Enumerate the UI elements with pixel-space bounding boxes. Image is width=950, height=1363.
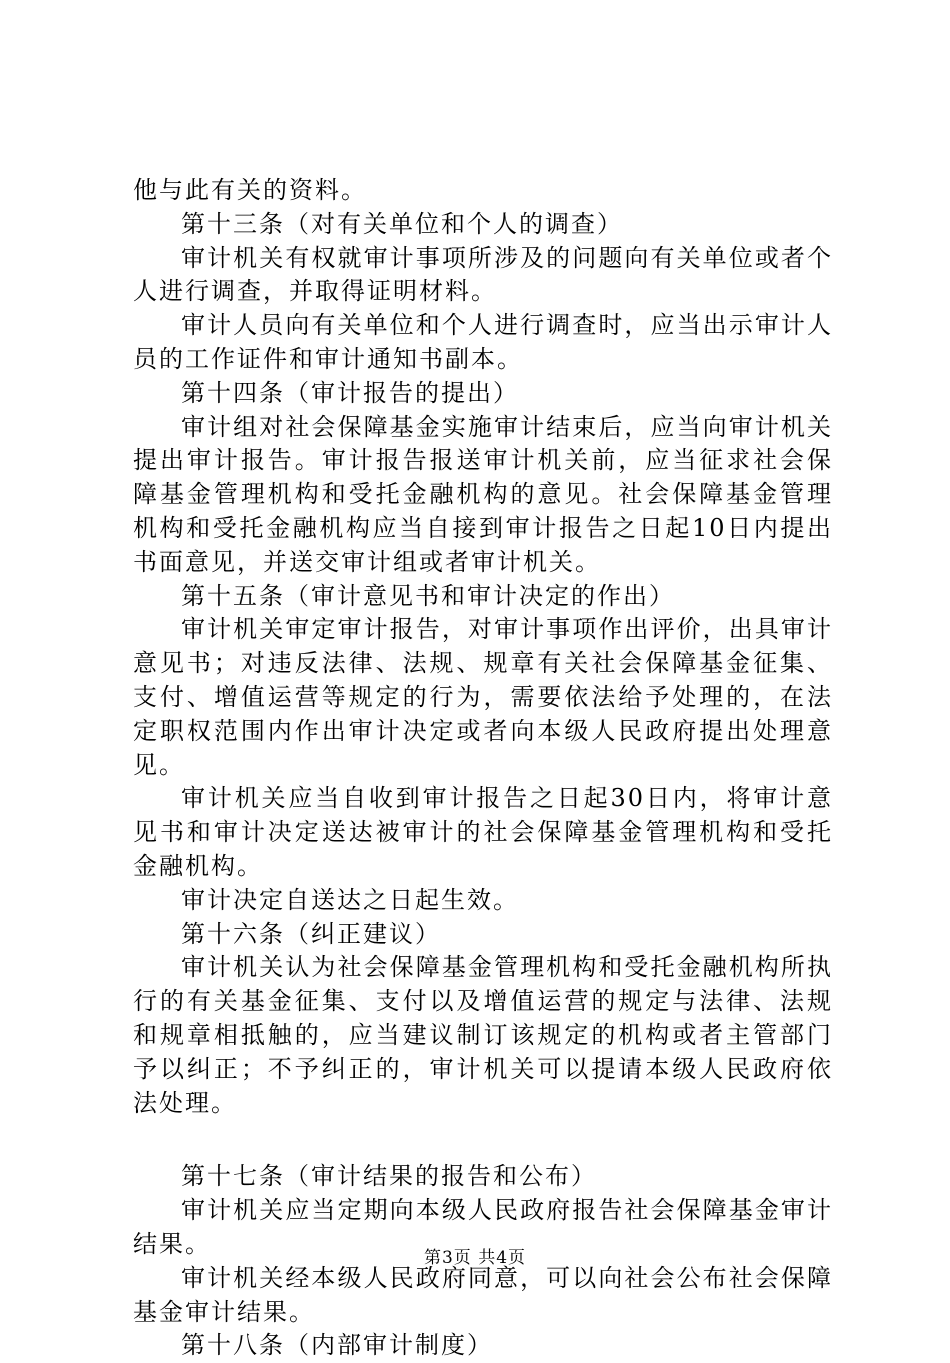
paragraph: 审计机关有权就审计事项所涉及的问题向有关单位或者个人进行调查，并取得证明材料。 [133, 243, 833, 306]
paragraph: 审计机关认为社会保障基金管理机构和受托金融机构所执行的有关基金征集、支付以及增值运营的规定与法律、法规和规章相抵触的，应当建议制订该规定的机构或者主管部门予以纠正；不予纠正的，审计机关可以提请本级人民政府依法处理。 [133, 953, 833, 1117]
paragraph: 审计决定自送达之日起生效。 [181, 885, 519, 914]
paragraph: 审计机关审定审计报告，对审计事项作出评价，出具审计意见书；对违反法律、法规、规章有关社会保障基金征集、支付、增值运营等规定的行为，需要依法给予处理的，在法定职权范围内作出审计决定或者向本级人民政府提出处理意见。 [133, 615, 833, 779]
paragraph: 审计机关经本级人民政府同意，可以向社会公布社会保障基金审计结果。 [133, 1263, 833, 1326]
article-14-heading: 第十四条（审计报告的提出） [181, 378, 519, 407]
document-body [133, 174, 833, 1363]
article-16-heading: 第十六条（纠正建议） [181, 919, 441, 948]
paragraph: 审计人员向有关单位和个人进行调查时，应当出示审计人员的工作证件和审计通知书副本。 [133, 311, 833, 373]
article-13-heading: 第十三条（对有关单位和个人的调查） [181, 209, 623, 238]
page-number: 第3页 共4页 [423, 1248, 527, 1268]
article-17-heading: 第十七条（审计结果的报告和公布） [181, 1162, 597, 1191]
blank-line [133, 1120, 833, 1160]
article-15-heading: 第十五条（审计意见书和审计决定的作出） [181, 581, 675, 610]
paragraph-continuation: 他与此有关的资料。 [133, 176, 367, 204]
paragraph: 审计机关应当定期向本级人民政府报告社会保障基金审计结果。 [133, 1196, 833, 1258]
paragraph: 审计组对社会保障基金实施审计结束后，应当向审计机关提出审计报告。审计报告报送审计机关前，应当征求社会保障基金管理机构和受托金融机构的意见。社会保障基金管理机构和受托金融机构应当自接到审计报告之日起10日内提出书面意见，并送交审计组或者审计机关。 [133, 412, 833, 576]
article-18-heading: 第十八条（内部审计制度） [181, 1331, 493, 1360]
page-footer [0, 1243, 950, 1268]
paragraph: 审计机关应当自收到审计报告之日起30日内，将审计意见书和审计决定送达被审计的社会保障基金管理机构和受托金融机构。 [133, 784, 833, 880]
